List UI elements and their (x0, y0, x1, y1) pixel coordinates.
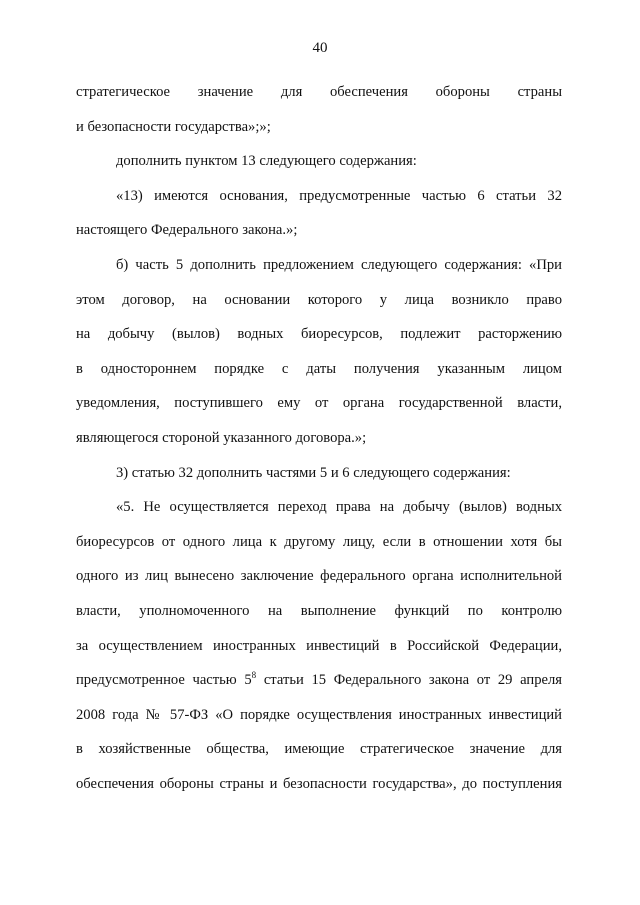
text-line: настоящего Федерального закона.»; (76, 222, 298, 239)
line-segment: статьи 15 Федерального закона от 29 апреля (256, 672, 562, 689)
text-line: «5. Не осуществляется переход права на добычу (вылов) водных (116, 499, 562, 516)
text-line: в хозяйственные общества, имеющие стратегическое значение для (76, 741, 562, 758)
line-segment: предусмотренное частью 5 (76, 672, 252, 689)
text-line: б) часть 5 дополнить предложением следующего содержания: «При (116, 256, 562, 273)
text-line: в одностороннем порядке с даты получения указанным лицом (76, 360, 562, 377)
text-line: власти, уполномоченного на выполнение функций по контролю (76, 602, 562, 619)
text-line: стратегическое значение для обеспечения обороны страны (76, 84, 562, 100)
text-line: на добычу (вылов) водных биоресурсов, подлежит расторжению (76, 326, 562, 343)
superscript: 8 (251, 670, 257, 681)
text-line: обеспечения обороны страны и безопасности государства», до поступления (76, 775, 562, 792)
page-number: 40 (312, 40, 328, 56)
text-line: 3) статью 32 дополнить частями 5 и 6 следующего содержания: (116, 464, 511, 481)
text-line: 2008 года № 57-ФЗ «О порядке осуществления иностранных инвестиций (76, 706, 562, 723)
text-line: этом договор, на основании которого у лица возникло право (76, 291, 562, 308)
text-line: за осуществлением иностранных инвестиций в Российской Федерации, (76, 637, 562, 654)
text-line: дополнить пунктом 13 следующего содержания: (116, 153, 417, 170)
text-line: биоресурсов от одного лица к другому лицу, если в отношении хотя бы (76, 533, 562, 550)
text-line: уведомления, поступившего ему от органа государственной власти, (76, 395, 562, 412)
text-line: являющегося стороной указанного договора.»; (76, 429, 367, 446)
text-line: одного из лиц вынесено заключение федерального органа исполнительной (76, 568, 562, 585)
text-line: «13) имеются основания, предусмотренные частью 6 статьи 32 (116, 187, 562, 204)
document-body (76, 75, 562, 801)
text-line: и безопасности государства»;»; (76, 118, 271, 135)
text-line-with-superscript (76, 663, 562, 698)
